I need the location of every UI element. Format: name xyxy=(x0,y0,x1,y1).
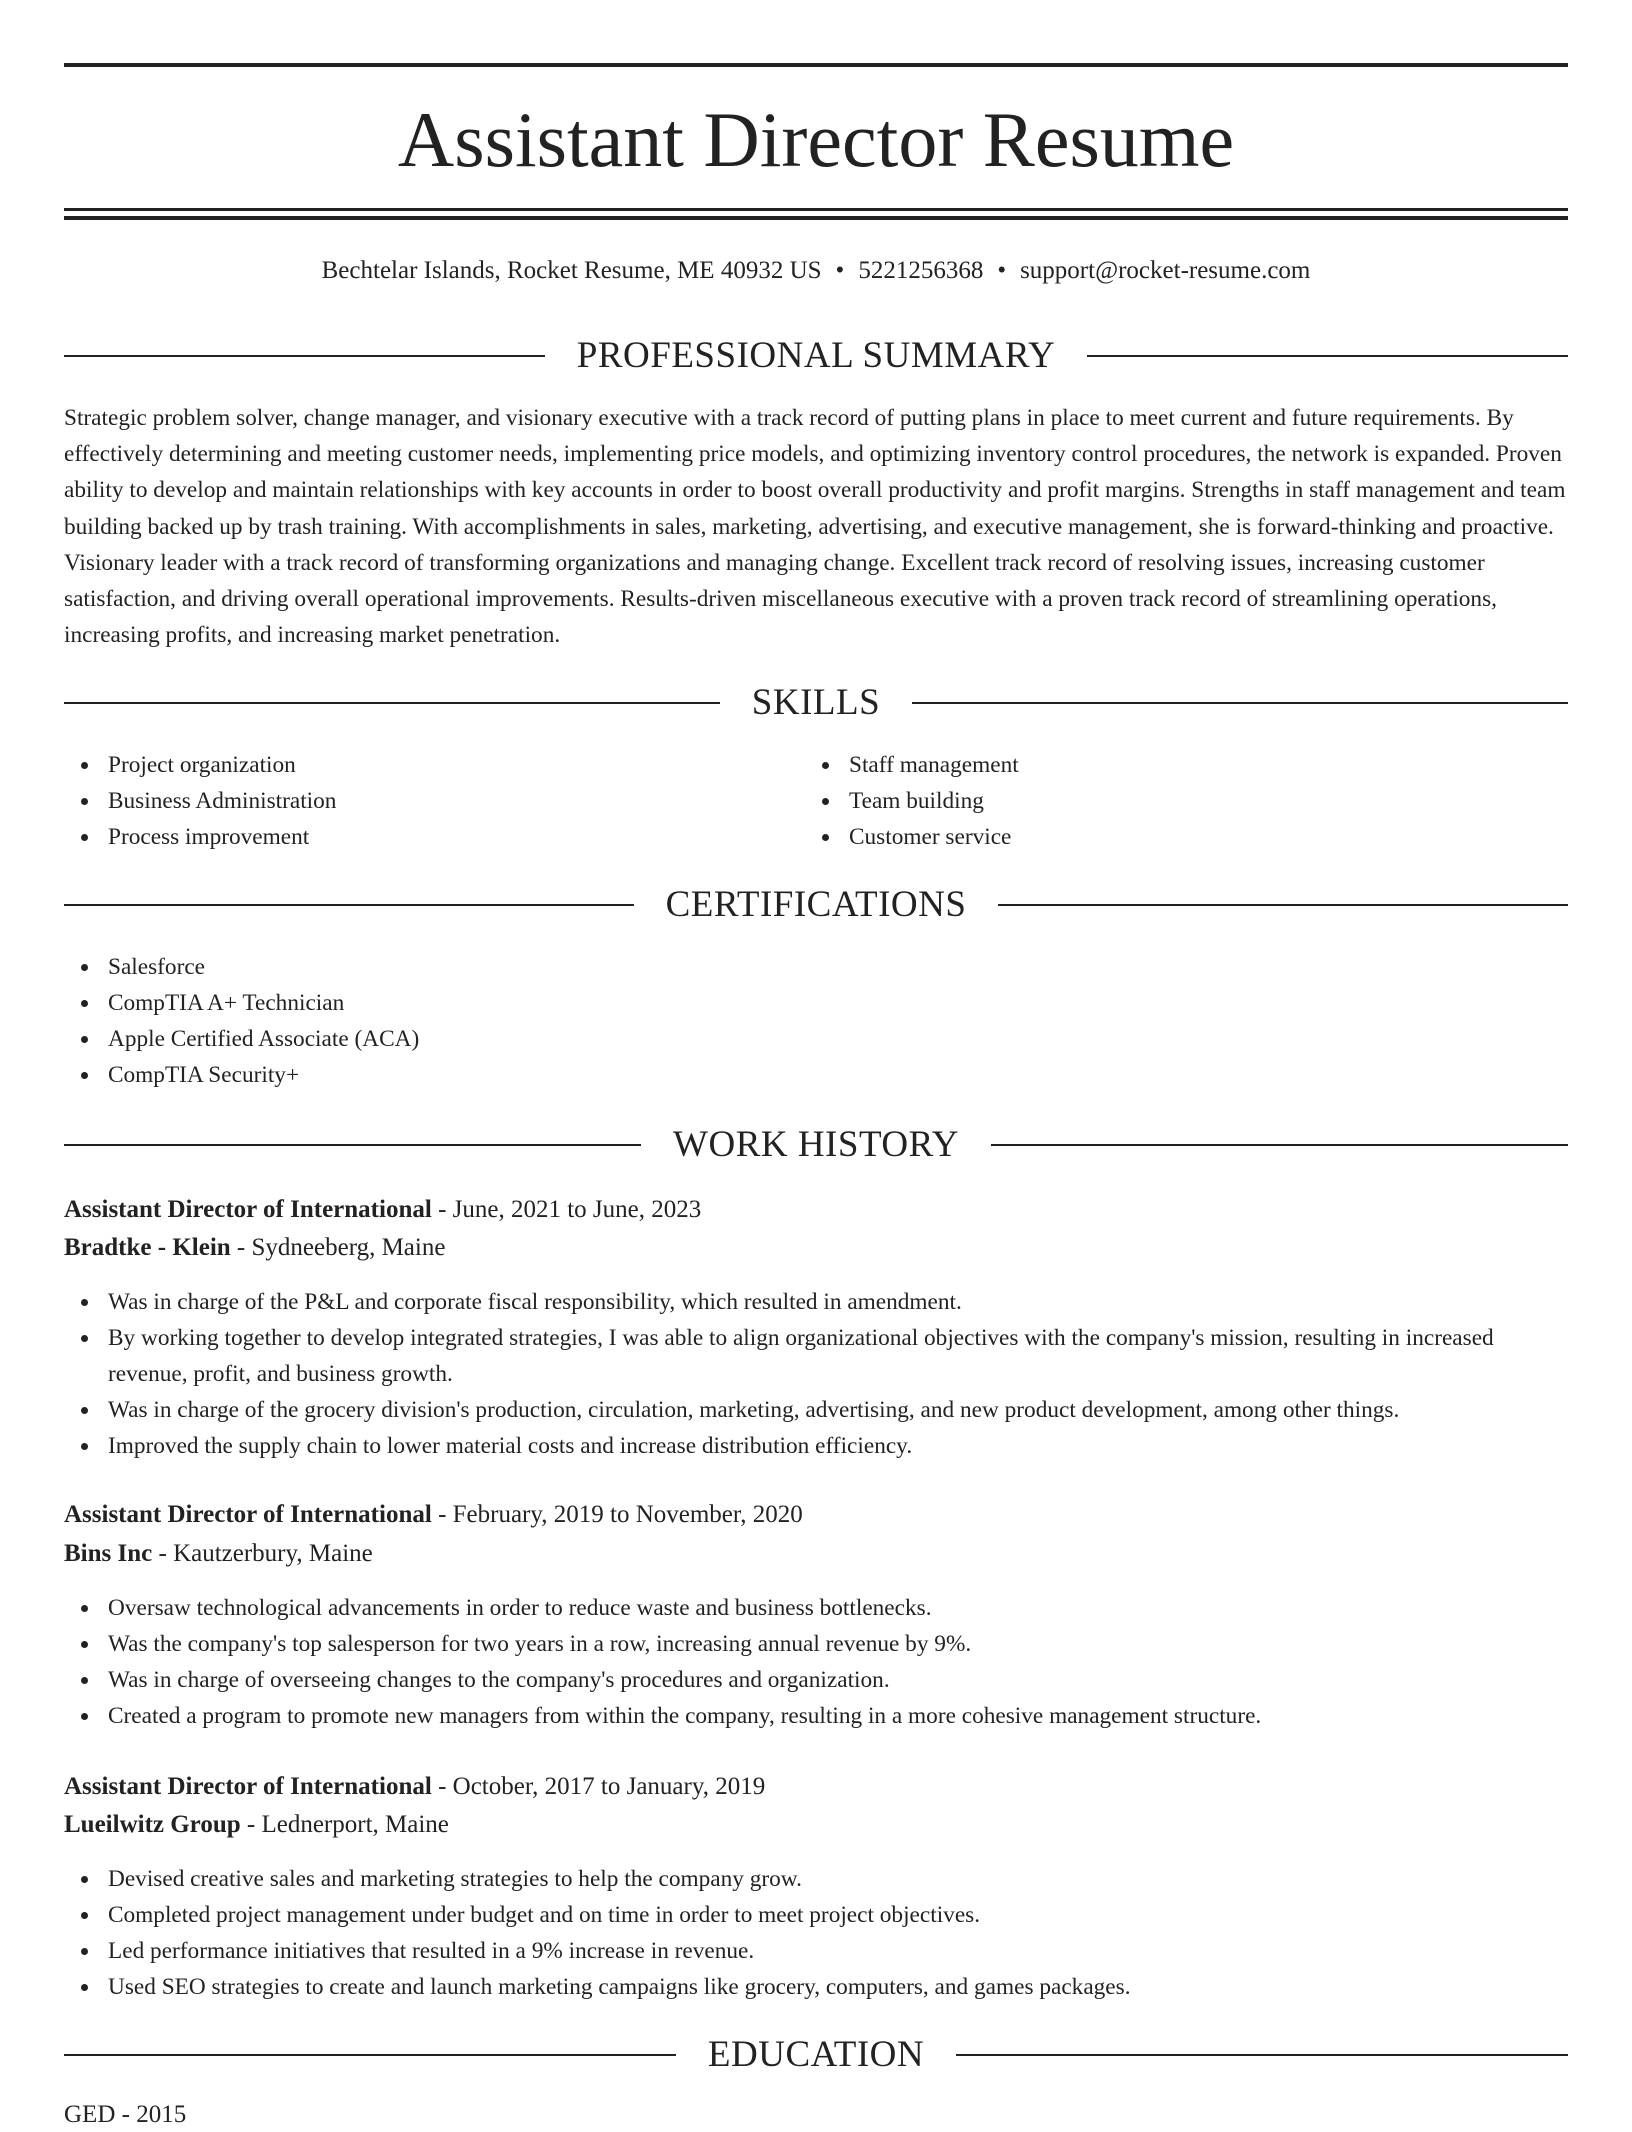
contact-address: Bechtelar Islands, Rocket Resume, ME 40932 US xyxy=(321,257,822,284)
work-history-heading-label: WORK HISTORY xyxy=(673,1124,959,1165)
skill-item: Process improvement xyxy=(64,819,784,855)
work-history-heading xyxy=(64,1123,1568,1167)
skills-heading xyxy=(64,681,1568,725)
job-title: Assistant Director of International xyxy=(64,1773,432,1800)
certification-item: CompTIA Security+ xyxy=(64,1057,964,1093)
heading-rule xyxy=(956,2054,1568,2056)
heading-rule xyxy=(64,2054,676,2056)
heading-rule xyxy=(1087,355,1568,357)
job-bullet: Oversaw technological advancements in order to reduce waste and business bottlenecks. xyxy=(64,1590,1568,1626)
job-company: Lueilwitz Group xyxy=(64,1811,241,1838)
job-company: Bradtke - Klein xyxy=(64,1234,231,1261)
job-location: Lednerport, Maine xyxy=(261,1811,449,1838)
contact-separator: • xyxy=(997,257,1007,284)
education-heading-label: EDUCATION xyxy=(707,2034,925,2075)
summary-heading xyxy=(64,334,1568,378)
resume-title: Assistant Director Resume xyxy=(397,96,1235,183)
certification-item: Salesforce xyxy=(64,949,964,985)
skills-column-left xyxy=(64,747,784,855)
job-location: Kautzerbury, Maine xyxy=(173,1540,373,1567)
heading-rule xyxy=(912,702,1568,704)
job-title-line: Assistant Director of International - June, 2021 to June, 2023 xyxy=(64,1196,702,1223)
job-bullet: Led performance initiatives that resulted in a 9% increase in revenue. xyxy=(64,1933,1568,1969)
job-dates: February, 2019 to November, 2020 xyxy=(452,1501,803,1528)
job-bullet: By working together to develop integrated strategies, I was able to align organizational objectives with the company's mission, resulting in increased revenue, profit, and business growth. xyxy=(64,1320,1568,1392)
job-location: Sydneeberg, Maine xyxy=(251,1234,446,1261)
certification-item: Apple Certified Associate (ACA) xyxy=(64,1021,964,1057)
education-heading xyxy=(64,2033,1568,2077)
heading-rule xyxy=(64,904,634,906)
certifications-heading xyxy=(64,883,1568,927)
skill-item: Team building xyxy=(805,783,1525,819)
job-bullet: Was in charge of overseeing changes to the company's procedures and organization. xyxy=(64,1662,1568,1698)
skill-item: Customer service xyxy=(805,819,1525,855)
heading-rule xyxy=(64,702,720,704)
title-rule-upper xyxy=(64,208,1568,211)
job-bullets xyxy=(64,1590,1568,1734)
job-bullet: Completed project management under budget and on time in order to meet project objectives. xyxy=(64,1897,1568,1933)
job-bullet: Improved the supply chain to lower material costs and increase distribution efficiency. xyxy=(64,1428,1568,1464)
summary-text: Strategic problem solver, change manager, and visionary executive with a track record of putting plans in place to meet current and future requirements. By effectively determining and meeting customer needs, implementing price models, and optimizing inventory control procedures, the network is expanded. Proven ability to develop and maintain relationships with key accounts in order to boost overall productivity and profit margins. Strengths in staff management and team building backed up by trash training. With accomplishments in sales, marketing, advertising, and executive management, she is forward-thinking and proactive. Visionary leader with a track record of transforming organizations and managing change. Excellent track record of resolving issues, increasing customer satisfaction, and driving overall operational improvements. Results-driven miscellaneous executive with a proven track record of streamlining operations, increasing profits, and increasing market penetration. xyxy=(64,405,1566,649)
heading-rule xyxy=(991,1144,1568,1146)
job-company-line: Lueilwitz Group - Lednerport, Maine xyxy=(64,1811,449,1838)
heading-rule xyxy=(64,1144,641,1146)
job-title: Assistant Director of International xyxy=(64,1501,432,1528)
certifications-list xyxy=(64,949,964,1093)
job-bullets xyxy=(64,1284,1568,1464)
job-bullet: Used SEO strategies to create and launch marketing campaigns like grocery, computers, and games packages. xyxy=(64,1969,1568,2005)
contact-phone: 5221256368 xyxy=(858,257,984,284)
job-title-line: Assistant Director of International - October, 2017 to January, 2019 xyxy=(64,1773,766,1800)
job-company: Bins Inc xyxy=(64,1540,153,1567)
contact-line xyxy=(64,254,1568,288)
job-bullet: Was in charge of the P&L and corporate fiscal responsibility, which resulted in amendment. xyxy=(64,1284,1568,1320)
job-title-line: Assistant Director of International - February, 2019 to November, 2020 xyxy=(64,1501,803,1528)
job-bullet: Created a program to promote new managers from within the company, resulting in a more cohesive management structure. xyxy=(64,1698,1568,1734)
heading-rule xyxy=(64,355,545,357)
skill-item: Business Administration xyxy=(64,783,784,819)
skills-list-right xyxy=(805,747,1525,855)
job-bullet: Was the company's top salesperson for two years in a row, increasing annual revenue by 9%. xyxy=(64,1626,1568,1662)
education-entry: GED - 2015 xyxy=(64,2101,187,2128)
skill-item: Project organization xyxy=(64,747,784,783)
skills-list-left xyxy=(64,747,784,855)
summary-heading-label: PROFESSIONAL SUMMARY xyxy=(576,335,1056,376)
job-company-line: Bins Inc - Kautzerbury, Maine xyxy=(64,1540,373,1567)
contact-separator: • xyxy=(835,257,845,284)
job-title: Assistant Director of International xyxy=(64,1196,432,1223)
skills-column-right xyxy=(805,747,1525,855)
job-bullets xyxy=(64,1861,1568,2005)
contact-email: support@rocket-resume.com xyxy=(1020,257,1311,284)
job-bullet: Was in charge of the grocery division's production, circulation, marketing, advertising, and new product development, among other things. xyxy=(64,1392,1568,1428)
skill-item: Staff management xyxy=(805,747,1525,783)
heading-rule xyxy=(998,904,1568,906)
top-rule xyxy=(64,63,1568,67)
certifications-heading-label: CERTIFICATIONS xyxy=(665,884,967,925)
job-bullet: Devised creative sales and marketing strategies to help the company grow. xyxy=(64,1861,1568,1897)
job-dates: October, 2017 to January, 2019 xyxy=(452,1773,766,1800)
title-rule-lower xyxy=(64,216,1568,220)
job-dates: June, 2021 to June, 2023 xyxy=(452,1196,702,1223)
skills-heading-label: SKILLS xyxy=(751,682,881,723)
job-company-line: Bradtke - Klein - Sydneeberg, Maine xyxy=(64,1234,446,1261)
certification-item: CompTIA A+ Technician xyxy=(64,985,964,1021)
